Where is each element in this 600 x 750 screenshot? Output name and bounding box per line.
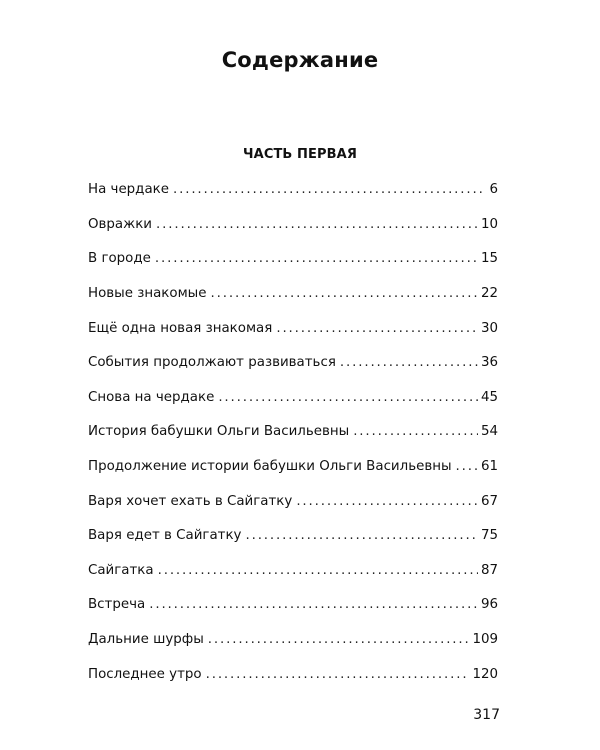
toc-entry bbox=[88, 623, 498, 658]
toc-entry-title: Последнее утро bbox=[88, 666, 202, 682]
dot-leader bbox=[149, 596, 478, 614]
toc-entry-title: Овражки bbox=[88, 216, 152, 232]
toc-entry-title: История бабушки Ольги Васильевны bbox=[88, 424, 350, 440]
toc-entry-page: 6 bbox=[489, 182, 498, 198]
toc-entry bbox=[88, 242, 498, 277]
page-number: 317 bbox=[473, 707, 500, 723]
toc-entry-title: Встреча bbox=[88, 597, 146, 613]
toc-entry-title: Сайгатка bbox=[88, 562, 154, 578]
toc-entry bbox=[88, 208, 498, 243]
dot-leader bbox=[156, 216, 478, 234]
toc-entry-page: 61 bbox=[480, 459, 498, 475]
toc-entry-title: Новые знакомые bbox=[88, 286, 207, 302]
dot-leader bbox=[245, 527, 477, 545]
part-heading: ЧАСТЬ ПЕРВАЯ bbox=[243, 147, 357, 162]
dot-leader bbox=[206, 666, 470, 684]
contents-heading: Содержание bbox=[221, 48, 379, 72]
dot-leader bbox=[456, 458, 478, 476]
toc-entry-page: 67 bbox=[480, 493, 498, 509]
toc-entry-page: 22 bbox=[480, 286, 498, 302]
toc-entry-page: 54 bbox=[480, 424, 498, 440]
toc-entry bbox=[88, 519, 498, 554]
dot-leader bbox=[353, 423, 478, 441]
dot-leader bbox=[211, 285, 478, 303]
toc-entry-title: Ещё одна новая знакомая bbox=[88, 320, 273, 336]
dot-leader bbox=[155, 250, 478, 268]
toc-entry-page: 87 bbox=[480, 562, 498, 578]
toc-entry bbox=[88, 277, 498, 312]
toc-entry-page: 15 bbox=[480, 251, 498, 267]
toc-entry bbox=[88, 381, 498, 416]
toc-entry-page: 10 bbox=[480, 216, 498, 232]
toc-entry-title: В городе bbox=[88, 251, 151, 267]
dot-leader bbox=[208, 631, 470, 649]
dot-leader bbox=[218, 389, 478, 407]
dot-leader bbox=[296, 493, 478, 511]
toc-entry-title: Продолжение истории бабушки Ольги Васильевны bbox=[88, 459, 452, 475]
toc-entry bbox=[88, 415, 498, 450]
toc-entry bbox=[88, 657, 498, 692]
toc-entry-page: 109 bbox=[472, 632, 498, 648]
toc-entry-page: 96 bbox=[480, 597, 498, 613]
toc-entry-title: На чердаке bbox=[88, 182, 169, 198]
table-of-contents bbox=[88, 173, 498, 692]
dot-leader bbox=[158, 562, 478, 580]
toc-entry-title: События продолжают развиваться bbox=[88, 355, 336, 371]
toc-entry bbox=[88, 173, 498, 208]
toc-entry bbox=[88, 554, 498, 589]
toc-entry-title: Дальние шурфы bbox=[88, 632, 204, 648]
dot-leader bbox=[173, 181, 486, 199]
dot-leader bbox=[276, 320, 478, 338]
toc-entry bbox=[88, 311, 498, 346]
toc-entry bbox=[88, 484, 498, 519]
toc-entry-page: 36 bbox=[480, 355, 498, 371]
toc-entry bbox=[88, 450, 498, 485]
toc-entry-page: 75 bbox=[480, 528, 498, 544]
toc-entry-title: Варя хочет ехать в Сайгатку bbox=[88, 493, 293, 509]
toc-entry-page: 30 bbox=[480, 320, 498, 336]
toc-entry-page: 120 bbox=[472, 666, 498, 682]
dot-leader bbox=[340, 354, 478, 372]
toc-entry bbox=[88, 346, 498, 381]
toc-entry bbox=[88, 588, 498, 623]
toc-entry-page: 45 bbox=[480, 389, 498, 405]
toc-entry-title: Снова на чердаке bbox=[88, 389, 215, 405]
toc-entry-title: Варя едет в Сайгатку bbox=[88, 528, 242, 544]
